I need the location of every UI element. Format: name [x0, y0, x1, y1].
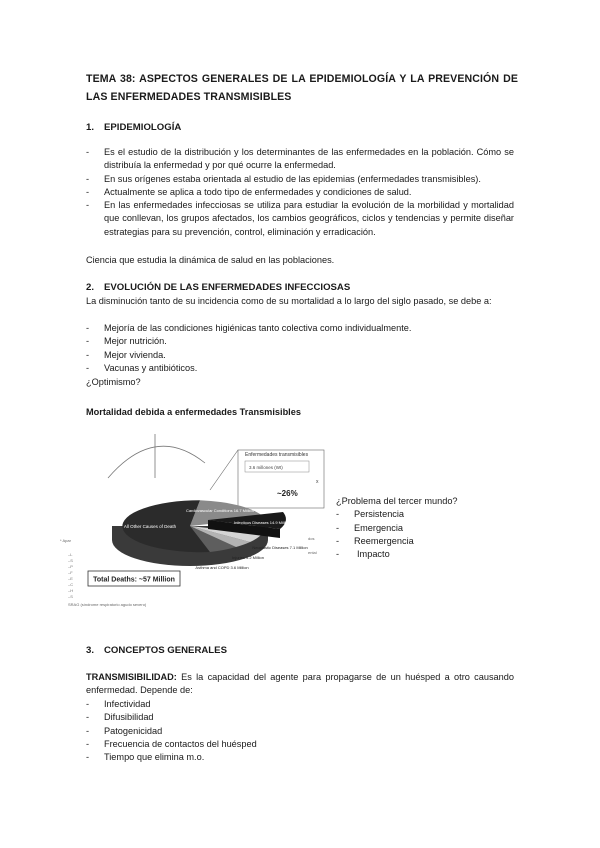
slice-label-all-other: All Other Causes of Death: [123, 524, 177, 529]
list-item: - Emergencia: [336, 522, 404, 533]
list-mark: –P: [68, 564, 73, 569]
list-item: - Patogenicidad: [86, 725, 163, 736]
section2-question: ¿Optimismo?: [86, 377, 141, 387]
list-item: - Difusibilidad: [86, 712, 154, 723]
section3-bullet-list: [86, 698, 514, 764]
side-list-title: ¿Problema del tercer mundo?: [336, 496, 458, 506]
callout-label: Enfermedades transmisibles: [245, 452, 309, 458]
side-mark-right-2: ental: [308, 550, 317, 555]
list-item: - Mejoría de las condiciones higiénicas tanto colectiva como individualmente.: [86, 323, 412, 333]
slice-label-neoplastic: Neoplastic Diseases 7.1 Million: [252, 545, 308, 550]
list-mark: –E: [68, 576, 73, 581]
slice-label-asthma-copd: Asthma and COPD 3.6 Million: [195, 565, 249, 570]
callout-line: [210, 450, 238, 490]
list-item: - Frecuencia de contactos del huésped: [86, 738, 257, 749]
slice-label-cardiovascular: Cardiovascular Conditions 16.7 Million: [185, 508, 255, 513]
decorative-arc: [108, 446, 205, 478]
section2-bullet-list: [86, 322, 514, 375]
list-item: - Vacunas y antibióticos.: [86, 362, 198, 373]
list-item: - Impacto: [336, 549, 390, 560]
callout-box: [238, 450, 324, 508]
term-definition: Es la capacidad del agente para propagarse de un huésped a otro causando enfermedad. Depende de:: [86, 672, 514, 696]
list-item: - Actualmente se aplica a todo tipo de enfermedades y condiciones de salud.: [86, 186, 412, 197]
list-mark: –S: [68, 558, 73, 563]
section-title: EVOLUCIÓN DE LAS ENFERMEDADES INFECCIOSAS: [104, 282, 351, 293]
section1-summary: Ciencia que estudia la dinámica de salud en las poblaciones.: [86, 255, 335, 265]
section3-definition: [86, 671, 514, 698]
section2-intro: La disminución tanto de su incidencia como de su mortalidad a lo largo del siglo pasado, se debe a:: [86, 296, 492, 306]
side-mark-right-1: dos: [308, 536, 315, 541]
section1-bullet-list: [86, 146, 514, 239]
list-item: - Mejor nutrición.: [86, 336, 167, 347]
list-item: - Infectividad: [86, 699, 151, 709]
list-mark: –C: [68, 582, 74, 587]
section-title: CONCEPTOS GENERALES: [104, 645, 227, 656]
side-mark-left: * Apar: [60, 538, 71, 543]
callout-mark: x: [316, 479, 319, 485]
list-mark: –F: [68, 570, 73, 575]
section-title: EPIDEMIOLOGÍA: [104, 122, 182, 133]
list-item: - Mejor vivienda.: [86, 349, 166, 360]
slice-label-injuries: Injuries 5.2 Million: [231, 555, 265, 560]
list-item: - Reemergencia: [336, 535, 414, 546]
section-heading-conceptos: [86, 645, 227, 656]
list-mark: –S: [68, 594, 73, 599]
section-number: 3.: [86, 645, 95, 656]
list-item: - En sus orígenes estaba orientada al estudio de las epidemias (enfermedades transmisibles).: [86, 173, 481, 184]
figure-footnote: SRAG (síndrome respiratorio agudo severo): [68, 602, 147, 607]
section-heading-epidemiologia: [86, 122, 181, 133]
section-number: 1.: [86, 122, 95, 133]
document-title: TEMA 38: ASPECTOS GENERALES DE LA EPIDEMIOLOGÍA Y LA PREVENCIÓN DE LAS ENFERMEDADES TRANSMISIBLES: [86, 73, 518, 103]
list-item: - En las enfermedades infecciosas se utiliza para estudiar la evolución de la morbilidad y mortalidad que conllevan, los grupos afectados, los cambios geográficos, ciclos y tendencias y permite diseñar estrategias para su prevención, control, eliminación y erradicación.: [86, 200, 514, 237]
mortality-pie-chart: [60, 428, 340, 610]
list-item: - Es el estudio de la distribución y los determinantes de las enfermedades en la población. Cómo se distribuía la enfermedad y por qué ocurre la enfermedad.: [86, 147, 514, 171]
slice-label-infectious: Infectious Diseases 14.9 Million: [233, 520, 291, 525]
list-mark: –H: [68, 588, 74, 593]
figure-side-list: [336, 495, 526, 561]
callout-percent: ~26%: [277, 489, 298, 498]
section-heading-evolucion: [86, 282, 350, 293]
list-item: - Persistencia: [336, 509, 405, 520]
list-item: - Tiempo que elimina m.o.: [86, 752, 205, 763]
callout-sub: 3.6 millones (Wt): [249, 465, 283, 470]
section-number: 2.: [86, 282, 95, 293]
term-label: TRANSMISIBILIDAD:: [86, 672, 177, 682]
figure-caption: Mortalidad debida a enfermedades Transmisibles: [86, 407, 301, 417]
list-mark: –L: [68, 552, 73, 557]
total-deaths-label: Total Deaths: ~57 Million: [93, 576, 175, 584]
